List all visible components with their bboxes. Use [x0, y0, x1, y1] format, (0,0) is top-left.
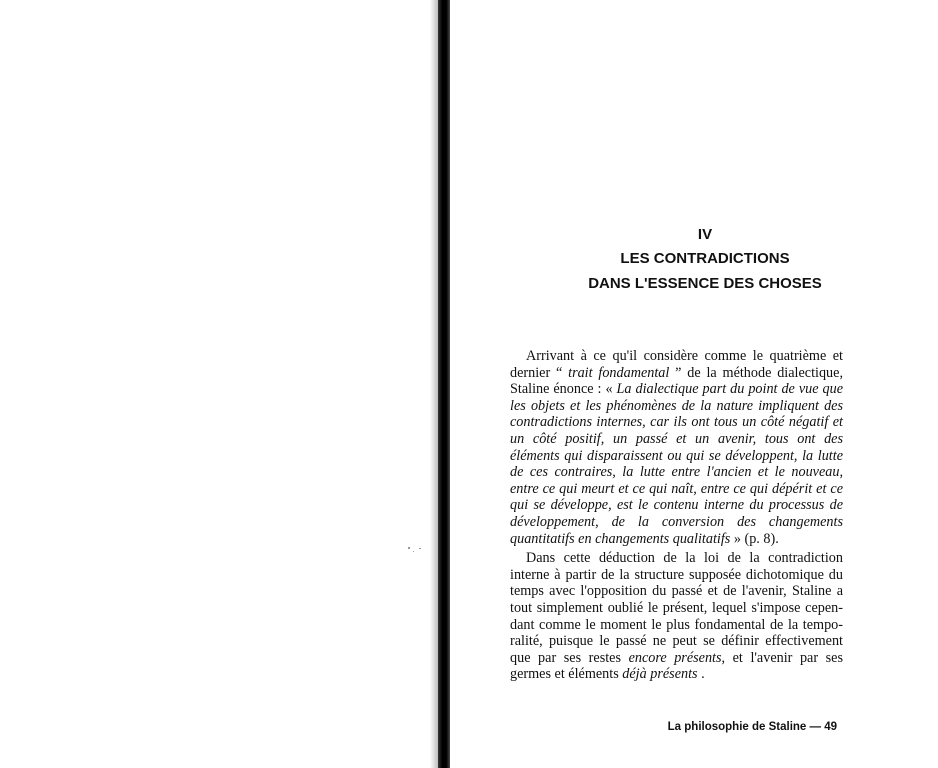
scan-speck [413, 551, 414, 552]
left-page-blank [0, 0, 438, 768]
paragraph-1-mid: ” de la méthode dialectique, Staline énonce : « [510, 364, 843, 398]
scan-speck [419, 548, 421, 549]
paragraph-1-lead: Arrivant à ce qu'il considère comme le quatrième et dernier “ [510, 348, 843, 381]
paragraph-2-lead: Dans cette déduction de la loi de la contradiction interne à partir de la structure supposée dichotomique du temps avec l'opposition du passé et de l'avenir, Staline a tout simplement oublié le présent, lequel s'impose cependant comme le moment le plus fondamental de la temporalité, puisque le passé ne peut se définir effectivement que par ses restes [510, 550, 843, 666]
scan-speck [408, 547, 410, 549]
paragraph-2 [510, 550, 843, 683]
gutter-shadow [430, 0, 438, 768]
body-text [510, 348, 843, 683]
stalin-quote: La dialectique part du point de vue que les objets et les phénomènes de la nature impliquent des contradictions internes, car ils ont tous un côté négatif et un côté positif, un passé et un avenir, tous ont des éléments qui disparaissent ou qui se développent, la lutte de ces contraires, la lutte entre l'ancien et le nouveau, entre ce qui meurt et ce qui naît, entre ce qui dépérit et ce qui se développe, est le contenu interne du processus de développement, de la conversion des changements quantitatifs en changements qualitatifs [510, 381, 843, 547]
chapter-number: IV [697, 226, 713, 243]
paragraph-2-mid: , et l'avenir par ses germes et éléments [510, 649, 843, 683]
chapter-title-line-1: LES CONTRADICTIONS [620, 250, 790, 267]
paragraph-1-term: trait fondamental [568, 364, 670, 381]
paragraph-2-emphasis-2: déjà présents [622, 666, 698, 683]
right-page [450, 0, 938, 768]
running-footer: La philosophie de Staline — 49 [667, 721, 837, 733]
paragraph-2-emphasis-1: encore présents [628, 649, 722, 666]
paragraph-1 [510, 348, 843, 547]
paragraph-2-tail: . [697, 666, 705, 683]
paragraph-1-tail: » (p. 8). [730, 530, 779, 547]
book-gutter [438, 0, 450, 768]
chapter-title-line-2: DANS L'ESSENCE DES CHOSES [588, 275, 822, 292]
